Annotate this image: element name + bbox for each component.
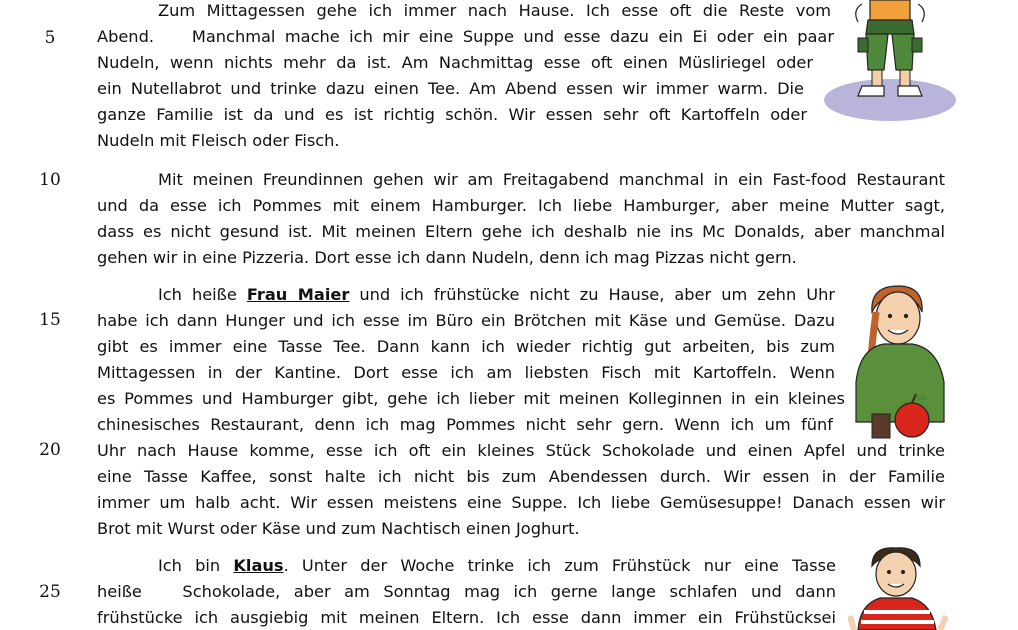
text-line: Nudeln mit Fleisch oder Fisch. bbox=[97, 131, 340, 150]
text-fragment: Ich heiße bbox=[158, 285, 247, 304]
line-number: 15 bbox=[39, 310, 61, 330]
line-number: 20 bbox=[39, 440, 61, 460]
text-line: frühstücke ich ausgiebig mit meinen Eltern. Ich esse dann immer ein Frühstücksei bbox=[97, 608, 836, 627]
person-name: Klaus bbox=[233, 556, 284, 575]
text-line: und da esse ich Pommes mit einem Hamburger. Ich liebe Hamburger, aber meine Mutter sagt, bbox=[97, 196, 945, 215]
woman-figure bbox=[850, 282, 950, 442]
text-line: chinesisches Restaurant, denn ich mag Pommes nicht sehr gern. Wenn ich um fünf bbox=[97, 415, 833, 434]
text-fragment: . Unter der Woche trinke ich zum Frühstück nur eine Tasse bbox=[283, 556, 836, 575]
text-line bbox=[158, 287, 835, 303]
text-line: Brot mit Wurst oder Käse und zum Nachtisch einen Joghurt. bbox=[97, 519, 580, 538]
text-line: es Pommes und Hamburger gibt, gehe ich lieber mit meinen Kolleginnen in ein kleines bbox=[97, 389, 845, 408]
text-line: ein Nutellabrot und trinke dazu einen Tee. Am Abend essen wir immer warm. Die bbox=[97, 79, 804, 98]
text-line: heiße Schokolade, aber am Sonntag mag ich gerne lange schlafen und dann bbox=[97, 582, 836, 601]
text-line: eine Tasse Kaffee, sonst halte ich nicht bis zum Abendessen durch. Wir essen in der Familie bbox=[97, 467, 945, 486]
text-line: Mittagessen in der Kantine. Dort esse ich am liebsten Fisch mit Kartoffeln. Wenn bbox=[97, 363, 835, 382]
text-line: dass es nicht gesund ist. Mit meinen Eltern gehe ich deshalb nie ins Mc Donalds, aber manchmal bbox=[97, 222, 945, 241]
girl-figure bbox=[822, 0, 958, 124]
text-line: Nudeln, wenn nichts mehr da ist. Am Nachmittag esse oft einen Müsliriegel oder bbox=[97, 53, 813, 72]
boy-figure bbox=[848, 546, 948, 630]
person-name: Frau Maier bbox=[246, 285, 350, 304]
text-line: gibt es immer eine Tasse Tee. Dann kann ich wieder richtig gut arbeiten, bis zum bbox=[97, 337, 835, 356]
text-line bbox=[158, 558, 836, 574]
text-fragment: Ich bin bbox=[158, 556, 234, 575]
text-line: immer um halb acht. Wir essen meistens eine Suppe. Ich liebe Gemüsesuppe! Danach essen wir bbox=[97, 493, 945, 512]
line-number: 5 bbox=[44, 28, 56, 48]
text-line: ganze Familie ist da und es ist richtig schön. Wir essen sehr oft Kartoffeln oder bbox=[97, 105, 807, 124]
text-line: Mit meinen Freundinnen gehen wir am Freitagabend manchmal in ein Fast-food Restaurant bbox=[158, 170, 945, 189]
text-line: habe ich dann Hunger und ich esse im Büro ein Brötchen mit Käse und Gemüse. Dazu bbox=[97, 311, 835, 330]
text-line: Uhr nach Hause komme, esse ich oft ein kleines Stück Schokolade und einen Apfel und trinke bbox=[97, 441, 945, 460]
line-number: 25 bbox=[39, 582, 61, 602]
text-line: gehen wir in eine Pizzeria. Dort esse ich dann Nudeln, denn ich mag Pizzas nicht gern. bbox=[97, 248, 797, 267]
text-line: Abend. Manchmal mache ich mir eine Suppe und esse dazu ein Ei oder ein paar bbox=[97, 27, 834, 46]
text-fragment: und ich frühstücke nicht zu Hause, aber um zehn Uhr bbox=[349, 285, 835, 304]
text-line: Zum Mittagessen gehe ich immer nach Hause. Ich esse oft die Reste vom bbox=[158, 1, 831, 20]
line-number: 10 bbox=[39, 170, 61, 190]
